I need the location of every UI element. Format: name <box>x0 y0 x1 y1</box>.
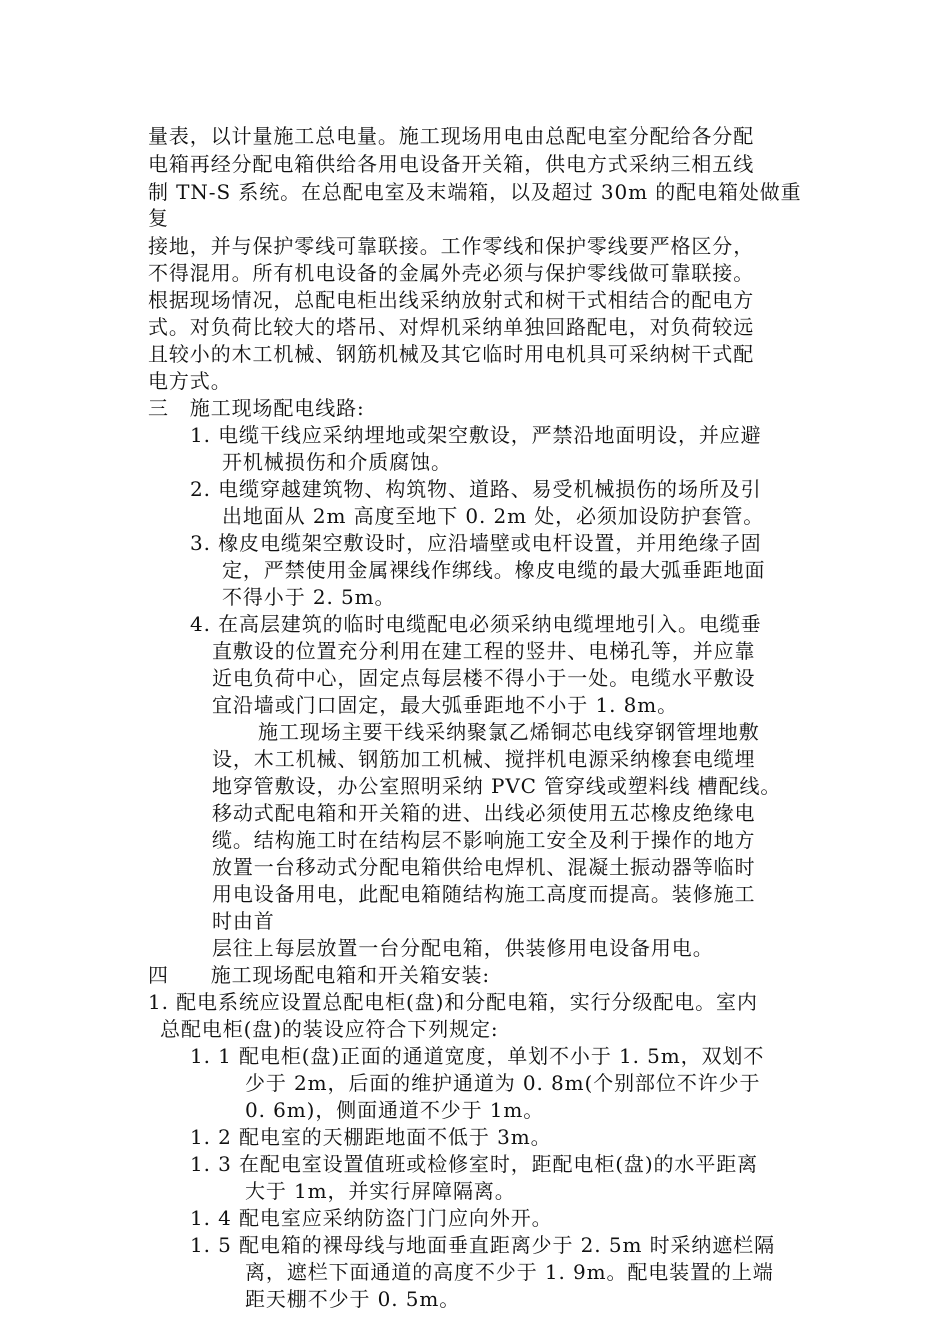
text-line: 根据现场情况，总配电柜出线采纳放射式和树干式相结合的配电方 <box>148 288 755 312</box>
section-heading: 三 施工现场配电线路: <box>148 396 365 420</box>
list-item: 1. 配电系统应设置总配电柜(盘)和分配电箱，实行分级配电。室内 <box>148 990 758 1014</box>
text-line: 距天棚不少于 0. 5m。 <box>245 1287 461 1311</box>
list-item: 1. 3 在配电室设置值班或检修室时，距配电柜(盘)的水平距离 <box>190 1152 759 1176</box>
list-item: 1. 电缆干线应采纳埋地或架空敷设，严禁沿地面明设，并应避 <box>190 423 762 447</box>
list-item: 3. 橡皮电缆架空敷设时，应沿墙壁或电杆设置，并用绝缘子固 <box>190 531 762 555</box>
text-line: 离，遮栏下面通道的高度不少于 1. 9m。配电装置的上端 <box>245 1260 774 1284</box>
text-line: 移动式配电箱和开关箱的进、出线必须使用五芯橡皮绝缘电 <box>212 801 756 825</box>
text-line: 设，木工机械、钢筋加工机械、搅拌机电源采纳橡套电缆埋 <box>212 747 756 771</box>
text-line: 少于 2m，后面的维护通道为 0. 8m(个别部位不许少于 <box>245 1071 761 1095</box>
text-line: 近电负荷中心，固定点每层楼不得小于一处。电缆水平敷设 <box>212 666 756 690</box>
text-line: 总配电柜(盘)的装设应符合下列规定: <box>160 1017 499 1041</box>
list-item: 1. 4 配电室应采纳防盗门门应向外开。 <box>190 1206 553 1230</box>
list-item: 1. 5 配电箱的裸母线与地面垂直距离少于 2. 5m 时采纳遮栏隔 <box>190 1233 775 1257</box>
text-line: 时由首 <box>212 909 275 933</box>
list-item: 4. 在高层建筑的临时电缆配电必须采纳电缆埋地引入。电缆垂 <box>190 612 762 636</box>
text-line: 用电设备用电，此配电箱随结构施工高度而提高。装修施工 <box>212 882 756 906</box>
text-line: 定，严禁使用金属裸线作绑线。橡皮电缆的最大弧垂距地面 <box>222 558 766 582</box>
text-line: 出地面从 2m 高度至地下 0. 2m 处，必须加设防护套管。 <box>222 504 765 528</box>
text-line: 且较小的木工机械、钢筋机械及其它临时用电机具可采纳树干式配 <box>148 342 755 366</box>
text-line: 开机械损伤和介质腐蚀。 <box>222 450 452 474</box>
text-line: 复 <box>148 206 169 230</box>
text-line: 0. 6m)，侧面通道不少于 1m。 <box>245 1098 545 1122</box>
list-item: 1. 2 配电室的天棚距地面不低于 3m。 <box>190 1125 552 1149</box>
text-line: 制 TN-S 系统。在总配电室及末端箱，以及超过 30m 的配电箱处做重 <box>148 180 802 204</box>
text-line: 地穿管敷设，办公室照明采纳 PVC 管穿线或塑料线 槽配线。 <box>212 774 782 798</box>
text-line: 宜沿墙或门口固定，最大弧垂距地不小于 1. 8m。 <box>212 693 678 717</box>
text-line: 不得混用。所有机电设备的金属外壳必须与保护零线做可靠联接。 <box>148 261 755 285</box>
text-line: 直敷设的位置充分利用在建工程的竖井、电梯孔等，并应靠 <box>212 639 756 663</box>
list-item: 1. 1 配电柜(盘)正面的通道宽度，单划不小于 1. 5m，双划不 <box>190 1044 765 1068</box>
text-line: 层往上每层放置一台分配电箱，供装修用电设备用电。 <box>212 936 714 960</box>
text-line: 大于 1m，并实行屏障隔离。 <box>245 1179 516 1203</box>
text-line: 式。对负荷比较大的塔吊、对焊机采纳单独回路配电，对负荷较远 <box>148 315 755 339</box>
section-heading: 四 施工现场配电箱和开关箱安装: <box>148 963 491 987</box>
text-line: 缆。结构施工时在结构层不影响施工安全及利于操作的地方 <box>212 828 756 852</box>
text-line: 量表，以计量施工总电量。施工现场用电由总配电室分配给各分配 <box>148 124 755 148</box>
text-line: 不得小于 2. 5m。 <box>222 585 396 609</box>
text-line: 接地，并与保护零线可靠联接。工作零线和保护零线要严格区分， <box>148 234 755 258</box>
list-item: 2. 电缆穿越建筑物、构筑物、道路、易受机械损伤的场所及引 <box>190 477 762 501</box>
text-line: 放置一台移动式分配电箱供给电焊机、混凝土振动器等临时 <box>212 855 756 879</box>
text-line: 电箱再经分配电箱供给各用电设备开关箱，供电方式采纳三相五线 <box>148 152 755 176</box>
paragraph-start: 施工现场主要干线采纳聚氯乙烯铜芯电线穿钢管埋地敷 <box>258 720 760 744</box>
text-line: 电方式。 <box>148 369 232 393</box>
